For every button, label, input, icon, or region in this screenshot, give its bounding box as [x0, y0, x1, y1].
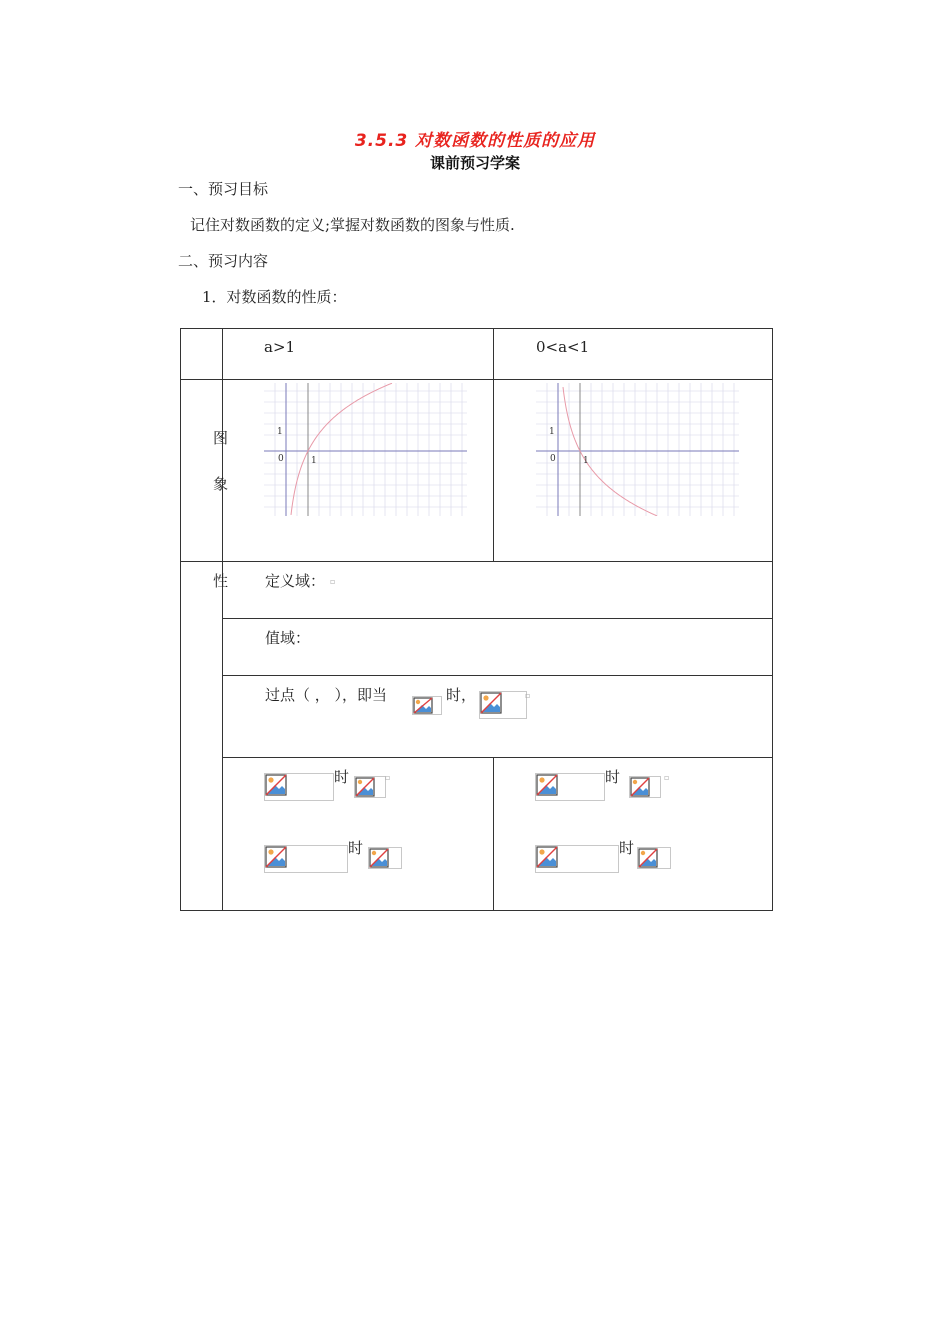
table-rule — [180, 561, 773, 562]
formula-image-placeholder — [535, 773, 605, 801]
x-tick-1: 1 — [583, 456, 589, 466]
content-heading: 二、预习内容 — [178, 252, 269, 270]
table-rule — [222, 675, 773, 676]
log-curve — [291, 383, 392, 515]
table-border-bottom — [180, 910, 773, 911]
goal-text: 记住对数函数的定义;掌握对数函数的图象与性质. — [190, 216, 515, 234]
when-label: 时 — [605, 768, 621, 786]
when-label: 时 — [334, 768, 350, 786]
y-tick-1: 1 — [549, 427, 555, 437]
domain-label: 定义域： — [265, 572, 326, 590]
x-tick-1: 1 — [311, 456, 317, 466]
table-rule — [493, 328, 494, 561]
when-label: 时 — [619, 839, 635, 857]
table-border-right — [772, 328, 773, 911]
item-1: 1．对数函数的性质： — [202, 288, 347, 306]
table-border-left — [180, 328, 181, 911]
y-tick-1: 1 — [277, 427, 283, 437]
paragraph-mark: ▫ — [330, 577, 336, 586]
formula-image-placeholder — [354, 776, 386, 798]
origin-label: 0 — [550, 454, 556, 464]
table-rule — [222, 328, 223, 911]
grid-lines — [536, 383, 739, 516]
table-rule — [222, 618, 773, 619]
range-label: 值域： — [265, 629, 311, 647]
col-header-a-gt-1: a>1 — [264, 338, 296, 356]
paragraph-mark: ▫ — [664, 773, 670, 782]
graph-label-char-2: 象 — [213, 475, 229, 493]
col-header-a-lt-1: 0<a<1 — [536, 338, 590, 356]
formula-image-placeholder — [412, 696, 442, 715]
formula-image-placeholder — [637, 847, 671, 869]
grid-lines — [264, 383, 467, 516]
table-rule — [222, 757, 773, 758]
table-border-top — [180, 328, 773, 329]
formula-image-placeholder — [535, 845, 619, 873]
formula-image-placeholder — [264, 845, 348, 873]
page-subtitle: 课前预习学案 — [429, 154, 520, 172]
formula-image-placeholder — [479, 691, 527, 719]
paragraph-mark: ▫ — [525, 691, 531, 700]
graph-log-decreasing — [536, 383, 739, 516]
page-title: 3.5.3 对数函数的性质的应用 — [354, 131, 596, 151]
graph-log-increasing — [264, 383, 467, 516]
when-label: 时 — [348, 839, 364, 857]
fixed-point-label: 过点（ ， ），即当 — [265, 686, 388, 704]
table-rule — [180, 379, 773, 380]
property-label: 性 — [213, 572, 229, 590]
formula-image-placeholder — [264, 773, 334, 801]
formula-image-placeholder — [368, 847, 402, 869]
when-label: 时， — [446, 686, 477, 704]
paragraph-mark: ▫ — [385, 773, 391, 782]
formula-image-placeholder — [629, 776, 661, 798]
goal-heading: 一、预习目标 — [178, 180, 269, 198]
origin-label: 0 — [278, 454, 284, 464]
graph-label-char-1: 图 — [213, 429, 229, 447]
table-rule — [493, 757, 494, 911]
